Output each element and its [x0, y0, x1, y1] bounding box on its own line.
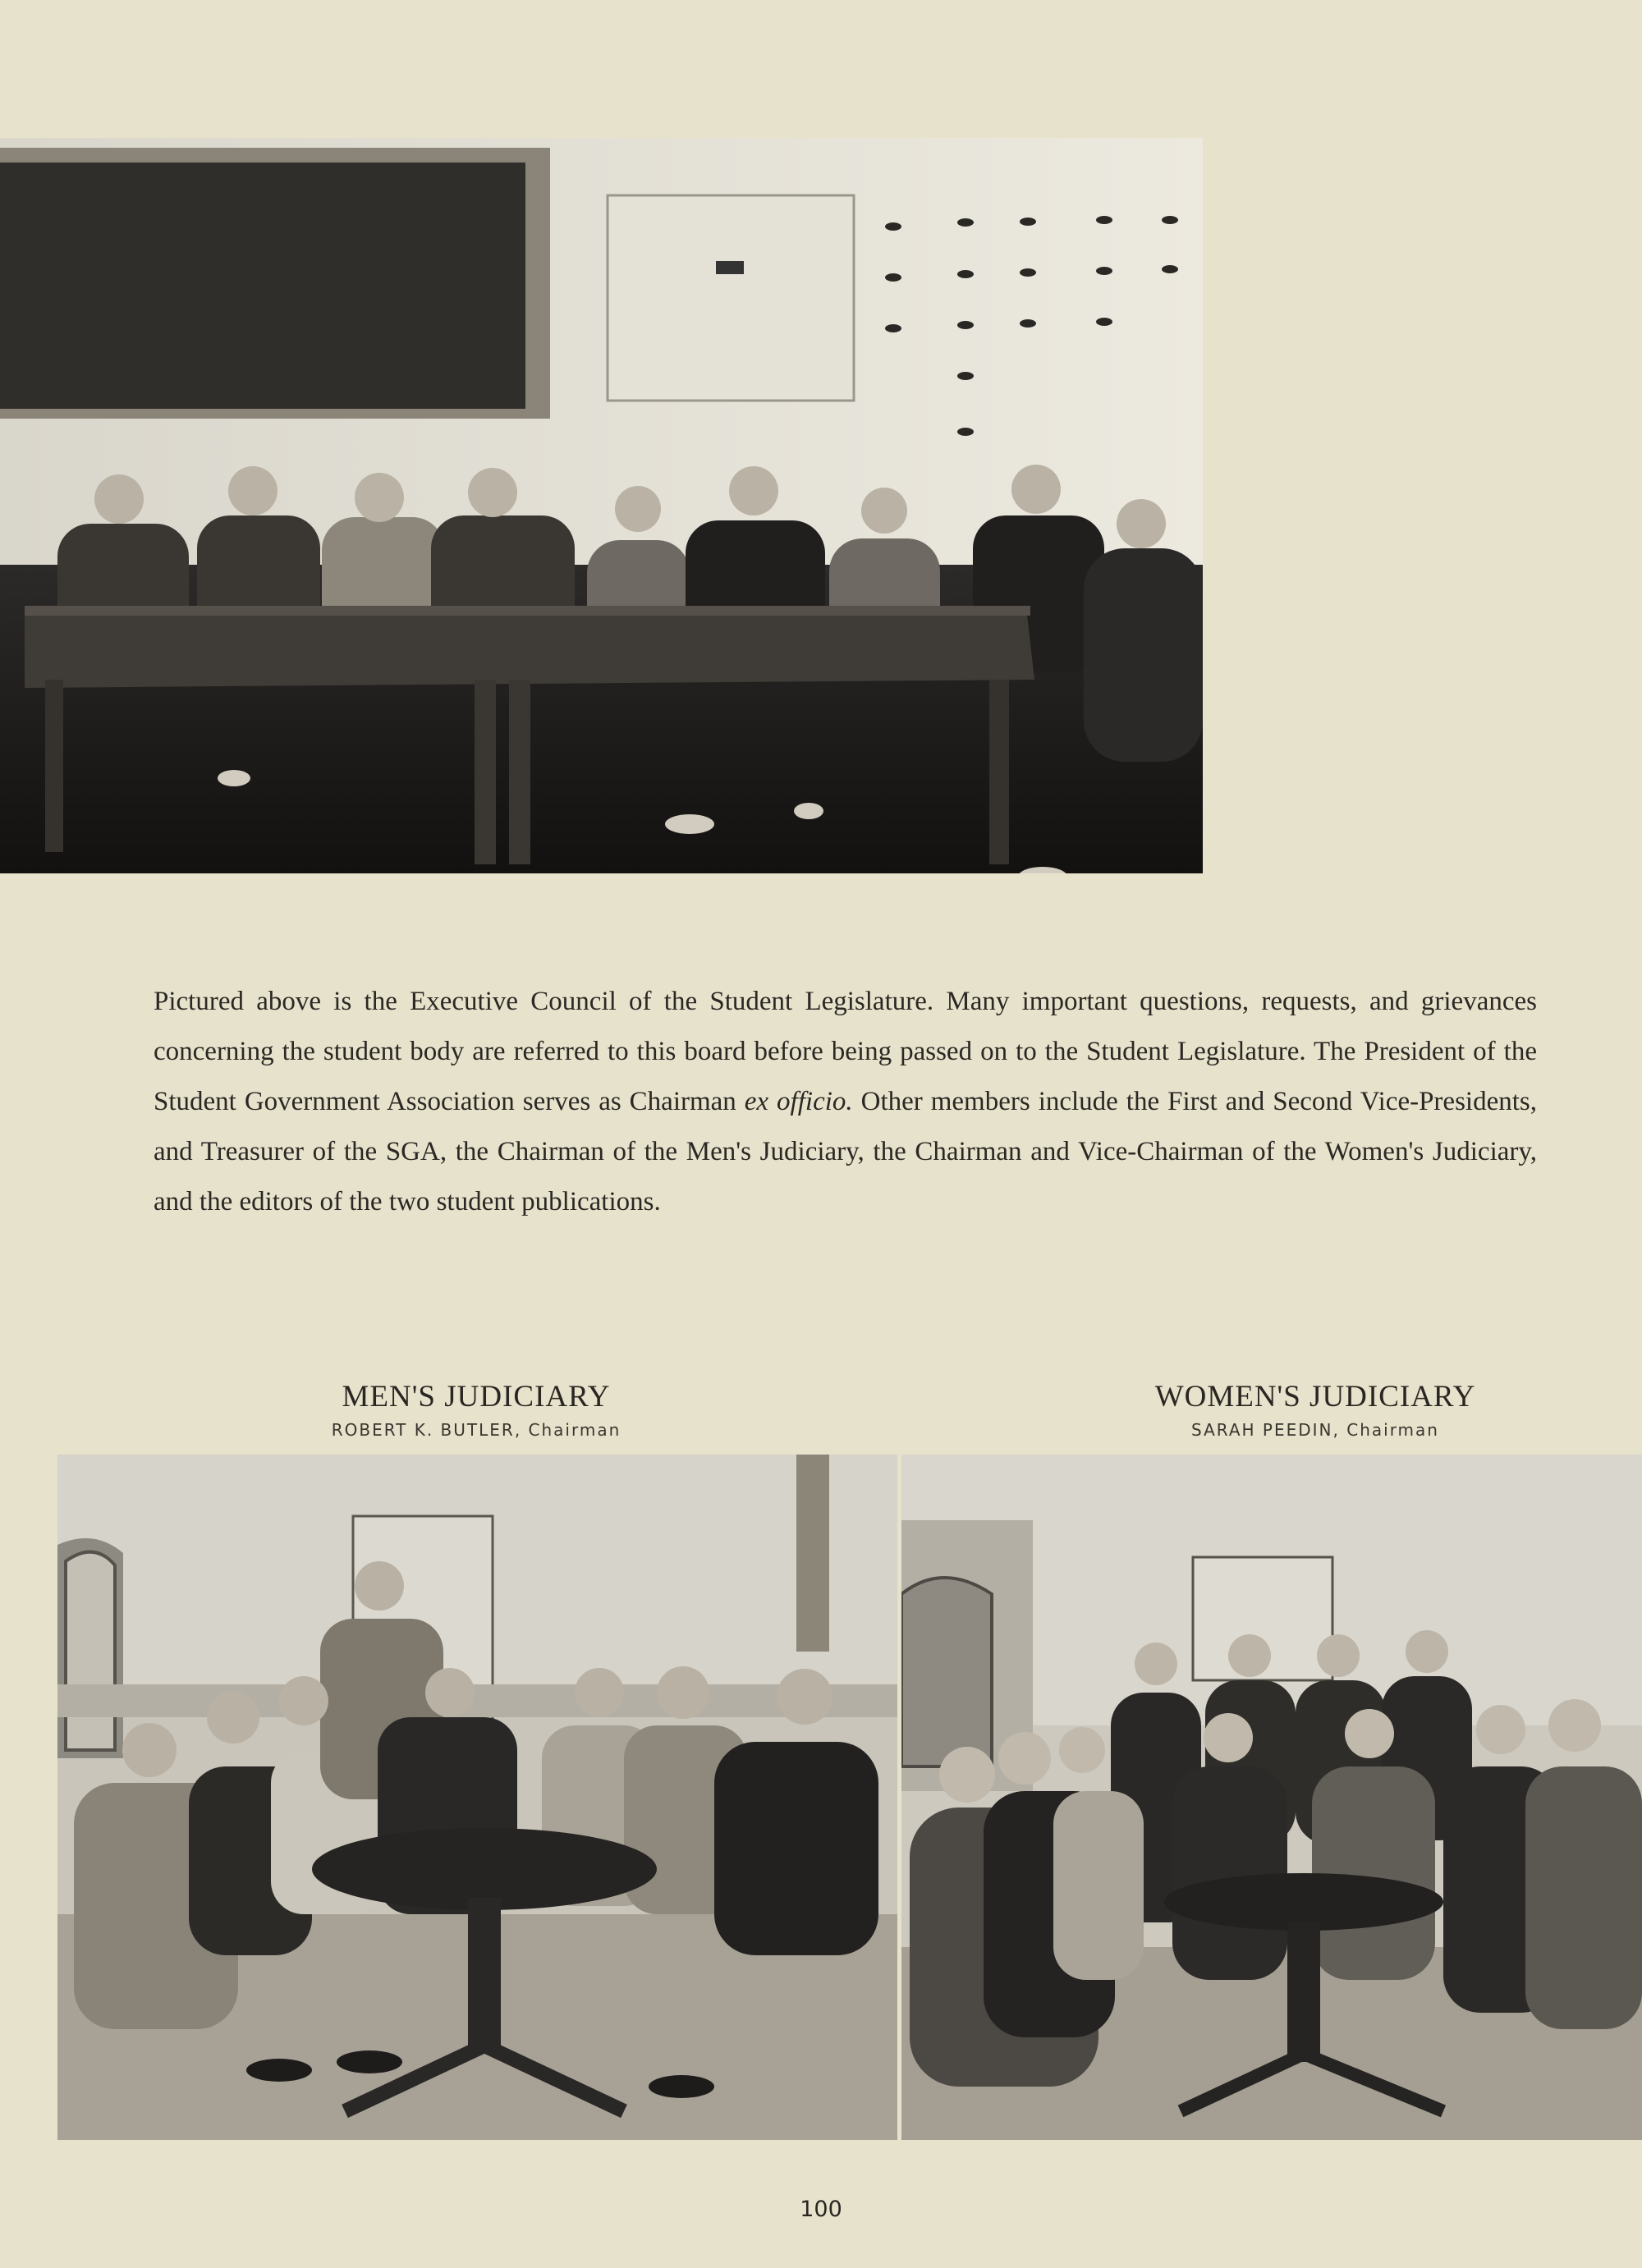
mens-judiciary-photo [57, 1455, 897, 2140]
caption-text-2: Other members include the First and Second Vice-Presidents, and Treasurer of the SGA, the Chairman of the Men's Judiciary, the Chairman and Vice-Chairman of the Women's Judiciary, and the editors of the two student publications. [154, 1087, 1537, 1216]
womens-judiciary-photo [901, 1455, 1642, 2140]
executive-council-caption [154, 977, 1537, 1227]
womens-judiciary-title: WOMEN'S JUDICIARY [1154, 1380, 1476, 1413]
mens-judiciary-title: MEN'S JUDICIARY [342, 1380, 611, 1413]
executive-council-photo [0, 138, 1203, 873]
mens-judiciary-chairman: ROBERT K. BUTLER, Chairman [331, 1420, 621, 1440]
page-number: 100 [800, 2197, 842, 2222]
womens-judiciary-chairman: SARAH PEEDIN, Chairman [1191, 1420, 1439, 1440]
caption-text-1: Pictured above is the Executive Council of the Student Legislature. Many important questions, requests, and grievances concerning the student body are referred to this board before being passed on to the Student Legislature. The President of the Student Government Association serves as Chairman [154, 987, 1537, 1116]
caption-italic: ex officio. [744, 1087, 853, 1116]
